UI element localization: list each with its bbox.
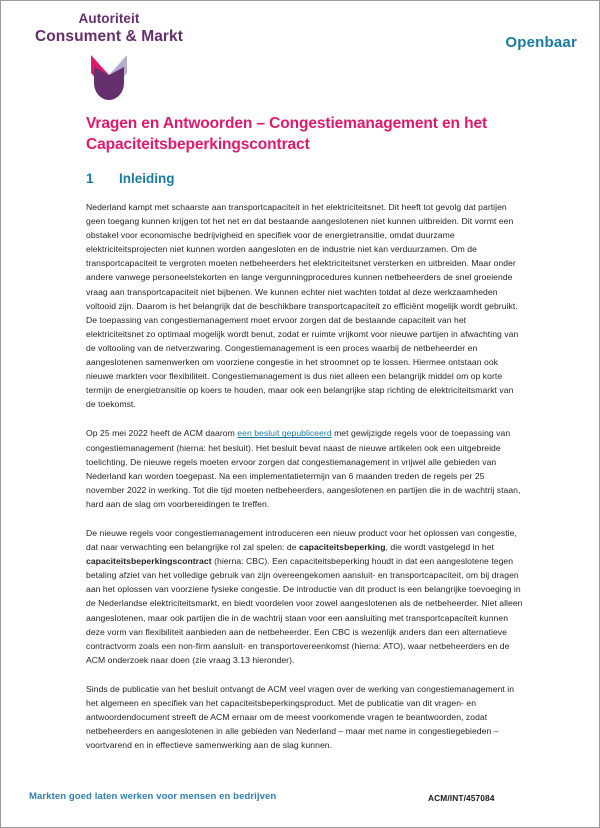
section-label: Inleiding	[119, 171, 175, 186]
paragraph-3-part-1: De nieuwe regels voor congestiemanagement introduceren een nieuw product voor het oplossen van congestie, dat naar verwachting een belangrijke rol zal spelen: de	[86, 527, 517, 553]
acm-tulip-logo-icon	[88, 53, 130, 105]
paragraph-4: Sinds de publicatie van het besluit ontvangt de ACM veel vragen over de werking van congestiemanagement in het algemeen en specifiek van het capaciteitsbeperkingsproduct. Met de publicatie van dit vragen- en antwoordendocument streeft de ACM ernaar om de meest voorkomende vragen te beantwoorden, zodat netbeheerders en aangeslotenen in alle gebieden van Nederland – maar met name in congestiegebieden – voortvarend en in effectieve samenwerking aan de slag kunnen.	[86, 683, 515, 751]
org-name-line-1: Autoriteit	[78, 11, 140, 26]
term-capaciteitsbeperking: capaciteitsbeperking	[299, 542, 386, 553]
paragraph-3-part-2: , die wordt vastgelegd in het	[385, 542, 494, 553]
paragraph-3-part-3: (hierna: CBC). Een capaciteitsbeperking houdt in dat een aangeslotene tegen betaling afziet van het volledige gebruik van zijn overeengekomen aansluit- en transportcapaciteit, om bij dragen aan het oplossen van voorziene fysieke congestie. De introductie van dit product is een belangrijke toevoeging in de Nederlandse elektriciteitsmarkt, en biedt voordelen voor zowel aangeslotenen als de netbeheerder. Niet alleen aangeslotenen, maar ook partijen die in de wachtrij staan voor een aansluiting met transportcapaciteit kunnen deze vorm van flexibiliteit aanbieden aan de netbeheerder. Een CBC is wezenlijk anders dan een alternatieve contractvorm zoals een non-firm aansluit- en transportovereenkomst (hierna: ATO), waar netbeheerders en de ACM onderzoek naar doen (zie vraag 3.13 hieronder).	[86, 556, 523, 665]
section-number: 1	[86, 171, 94, 186]
acm-logo	[29, 11, 189, 46]
paragraph-1: Nederland kampt met schaarste aan transportcapaciteit in het elektriciteitsnet. Dit heeft tot gevolg dat partijen geen toegang kunnen krijgen tot het net en dat bestaande aangeslotenen niet kunnen uitbreiden. Dit vormt een obstakel voor economische bedrijvigheid en specifiek voor de energietransitie, omdat duurzame elektriciteitsprojecten niet kunnen worden aangesloten en de industrie niet kan verduurzamen. Om de transportcapaciteit te vergroten moeten netbeheerders het elektriciteitsnet versterken en uitbreiden. Maar onder andere vanwege personeelstekorten en lange vergunningprocedures kunnen netbeheerders de snel groeiende vraag aan transportcapaciteit niet bijbenen. We kunnen echter niet wachten totdat al deze werkzaamheden voltooid zijn. Daarom is het belangrijk dat de beschikbare transportcapaciteit zo efficiënt mogelijk wordt gebruikt. De toepassing van congestiemanagement moet ervoor zorgen dat de bestaande capaciteit van het elektriciteitsnet zo optimaal mogelijk wordt benut, zodat er ruimte vrijkomt voor nieuwe partijen in afwachting van de voltooiing van de netverzwaring. Congestiemanagement is een proces waarbij de netbeheerder en aangeslotenen samenwerken om voorziene congestie in het stroomnet op te lossen. Hiermee ontstaan ook nieuwe markten voor flexibiliteit. Congestiemanagement is dus niet alleen een belangrijk middel om op korte termijn de energietransitie op koers te houden, maar ook een belangrijke stap richting de elektriciteitsmarkt van de toekomst.	[86, 202, 519, 410]
page-footer	[1, 771, 599, 827]
footer-reference-number: ACM/INT/457084	[428, 793, 495, 803]
section-heading	[86, 171, 523, 186]
besluit-gepubliceerd-link[interactable]: een besluit gepubliceerd	[237, 428, 332, 439]
paragraph-3	[86, 526, 523, 667]
document-body	[86, 113, 523, 752]
paragraph-2-text-after: met gewijzigde regels voor de toepassing van congestiemanagement (hierna: het besluit). Het besluit bevat naast de nieuwe artikelen ook een uitgebreide toelichting. De nieuwe regels moeten ervoor zorgen dat congestiemanagement in vrijwel alle gebieden van Nederland kan worden toegepast. Na een implementatietermijn van 6 maanden treden de regels per 25 november 2022 in werking. Tot die tijd moeten netbeheerders, aangeslotenen en partijen die in de wachtrij staan, hard aan de slag om voorbereidingen te treffen.	[86, 428, 521, 509]
paragraph-2-text-before: Op 25 mei 2022 heeft de ACM daarom	[86, 428, 238, 439]
classification-label: Openbaar	[505, 34, 577, 51]
footer-slogan: Markten goed laten werken voor mensen en bedrijven	[29, 791, 277, 802]
org-name-line-2: Consument & Markt	[34, 28, 184, 45]
term-capaciteitsbeperkingscontract: capaciteitsbeperkingscontract	[86, 556, 212, 567]
page-title: Vragen en Antwoorden – Congestiemanagement en het Capaciteitsbeperkingscontract	[86, 115, 488, 153]
paragraph-2	[86, 426, 523, 511]
page-header	[1, 1, 599, 111]
